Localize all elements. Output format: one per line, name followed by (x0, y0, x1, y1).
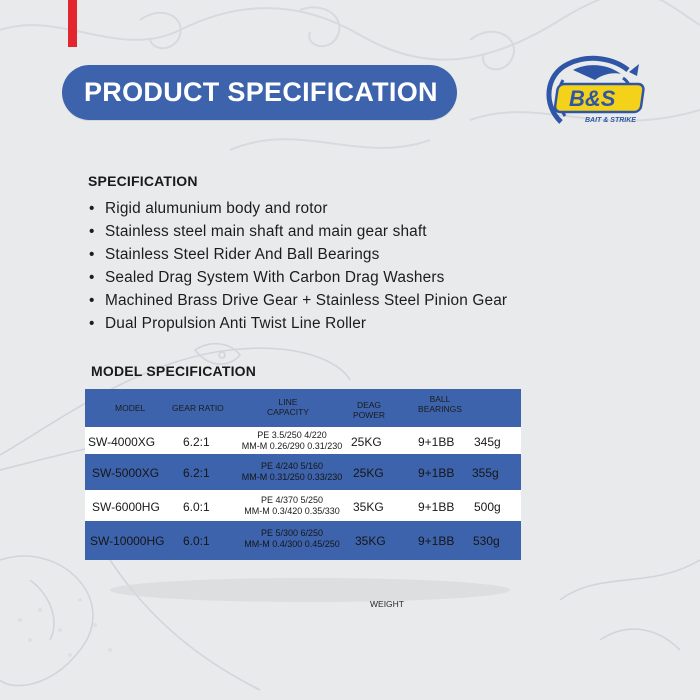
cell-drag-power: 35KG (353, 500, 384, 514)
cell-line-capacity (227, 461, 357, 483)
col-header-model: MODEL (115, 403, 146, 413)
red-accent-mark (68, 0, 77, 47)
spec-item (88, 312, 507, 335)
title-banner (62, 65, 457, 120)
table-row (85, 490, 521, 521)
col-header-weight: WEIGHT (370, 599, 404, 609)
cell-ball-bearings: 9+1BB (418, 500, 455, 514)
cell-ball-bearings: 9+1BB (418, 466, 455, 480)
bullet-icon: • (89, 223, 95, 240)
col-header-line-capacity-2: CAPACITY (267, 407, 309, 417)
cell-drag-power: 25KG (353, 466, 384, 480)
bait-strike-logo-icon (533, 50, 659, 140)
spec-item-text: Dual Propulsion Anti Twist Line Roller (105, 315, 367, 332)
bullet-icon: • (89, 246, 95, 263)
specification-heading: SPECIFICATION (88, 173, 198, 189)
line-capacity-mm: MM-M 0.26/290 0.31/230 (241, 441, 343, 451)
cell-weight: 500g (474, 500, 501, 514)
cell-line-capacity (227, 528, 357, 550)
spec-item (88, 243, 507, 266)
cell-weight: 355g (472, 466, 499, 480)
cell-line-capacity (227, 495, 357, 517)
spec-item-text: Stainless Steel Rider And Ball Bearings (105, 246, 380, 263)
col-header-ball-bearings-1: BALL (429, 394, 451, 404)
cell-model: SW-6000HG (92, 500, 160, 514)
line-capacity-mm: MM-M 0.31/250 0.33/230 (241, 472, 343, 482)
spec-item-text: Stainless steel main shaft and main gear shaft (105, 223, 427, 240)
line-capacity-pe: PE 4/240 5/160 (260, 461, 324, 471)
cell-gear-ratio: 6.2:1 (183, 435, 210, 449)
line-capacity-pe: PE 4/370 5/250 (260, 495, 324, 505)
cell-gear-ratio: 6.2:1 (183, 466, 210, 480)
line-capacity-mm: MM-M 0.4/300 0.45/250 (244, 539, 340, 549)
spec-item-text: Machined Brass Drive Gear + Stainless Steel Pinion Gear (105, 292, 508, 309)
line-capacity-mm: MM-M 0.3/420 0.35/330 (244, 506, 340, 516)
spec-item-text: Sealed Drag System With Carbon Drag Washers (105, 269, 445, 286)
cell-ball-bearings: 9+1BB (418, 435, 455, 449)
cell-weight: 345g (474, 435, 501, 449)
logo-tagline-text: BAIT & STRIKE (585, 117, 636, 124)
col-header-ball-bearings-2: BEARINGS (418, 404, 462, 414)
cell-drag-power: 25KG (351, 435, 382, 449)
model-specification-heading: MODEL SPECIFICATION (91, 363, 257, 379)
bullet-icon: • (89, 269, 95, 286)
col-header-gear-ratio: GEAR RATIO (172, 403, 224, 413)
cell-line-capacity (227, 430, 357, 452)
table-row (85, 454, 521, 490)
specification-list (88, 197, 507, 335)
line-capacity-pe: PE 3.5/250 4/220 (257, 430, 327, 440)
spec-item-text: Rigid alumunium body and rotor (105, 200, 328, 217)
col-header-drag-power-2: POWER (352, 410, 386, 420)
brand-logo (533, 50, 659, 140)
cell-model: SW-10000HG (90, 534, 165, 548)
model-spec-table (85, 389, 521, 571)
cell-weight: 530g (473, 534, 500, 548)
col-header-line-capacity-1: LINE (278, 397, 298, 407)
table-row (85, 427, 521, 454)
logo-brand-text: B&S (569, 86, 616, 111)
col-header-line-capacity (263, 397, 313, 417)
spec-item (88, 197, 507, 220)
col-header-drag-power-1: DEAG (356, 400, 382, 410)
bullet-icon: • (89, 315, 95, 332)
cell-gear-ratio: 6.0:1 (183, 534, 210, 548)
cell-model: SW-4000XG (88, 435, 156, 449)
table-row (85, 521, 521, 560)
spec-item (88, 220, 507, 243)
spec-item (88, 266, 507, 289)
cell-gear-ratio: 6.0:1 (183, 500, 210, 514)
page-title: PRODUCT SPECIFICATION (84, 77, 438, 107)
cell-ball-bearings: 9+1BB (418, 534, 455, 548)
cell-drag-power: 35KG (355, 534, 386, 548)
bullet-icon: • (89, 292, 95, 309)
col-header-drag-power (349, 400, 389, 420)
table-header-row (85, 389, 521, 427)
spec-item (88, 289, 507, 312)
line-capacity-pe: PE 5/300 6/250 (260, 528, 324, 538)
bullet-icon: • (89, 200, 95, 217)
cell-model: SW-5000XG (92, 466, 160, 480)
col-header-ball-bearings (415, 394, 465, 414)
